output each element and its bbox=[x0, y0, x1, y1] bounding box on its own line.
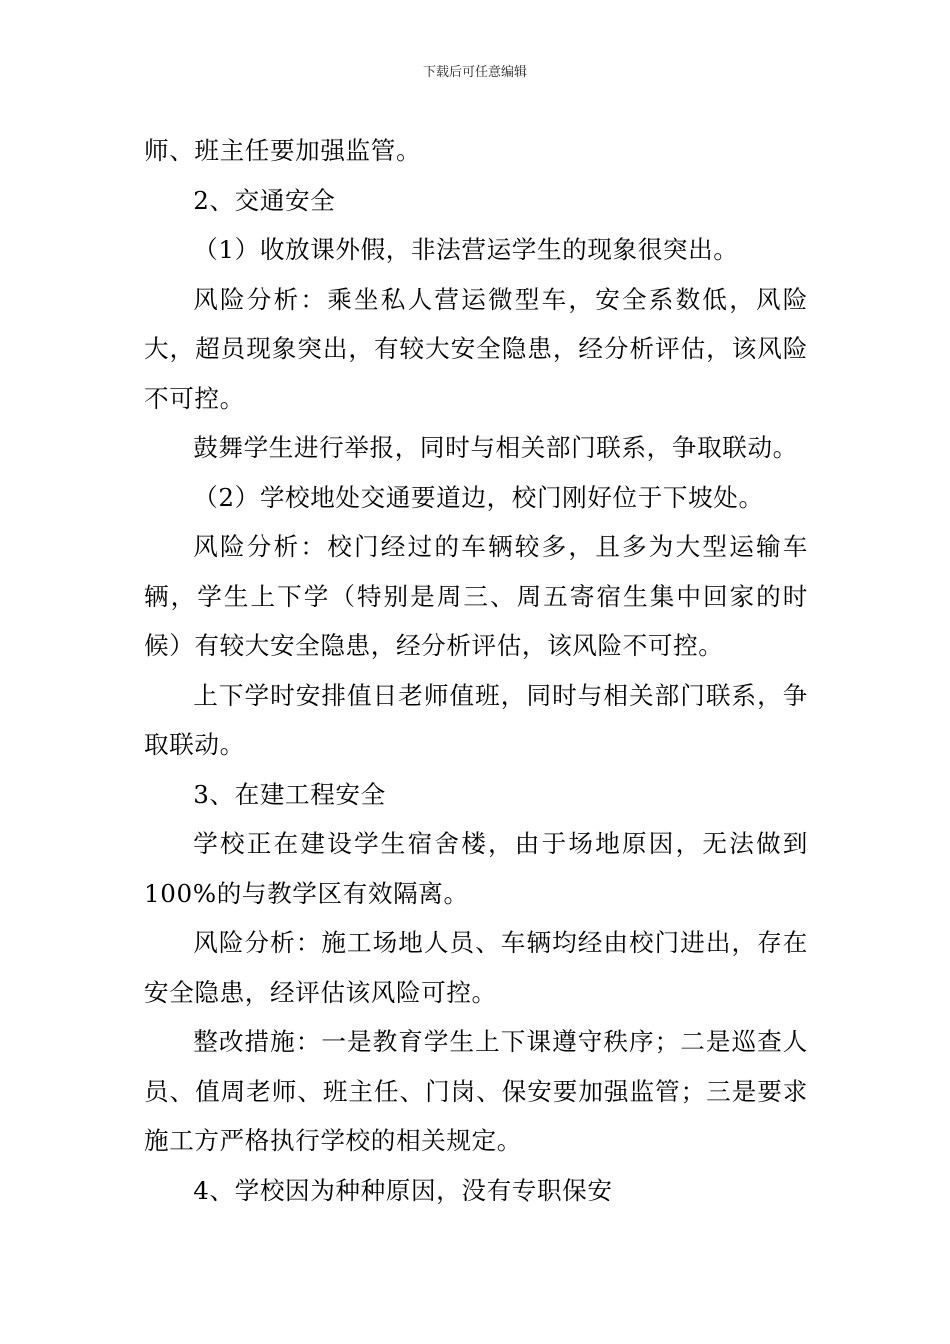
section-heading-security-staff: 4、学校因为种种原因，没有专职保安 bbox=[193, 1175, 613, 1205]
paragraph-construction-status: 学校正在建设学生宿舍楼，由于场地原因，无法做到100%的与教学区有效隔离。 bbox=[144, 829, 808, 908]
paragraph-continuation: 师、班主任要加强监管。 bbox=[144, 136, 422, 165]
page-header: 下载后可任意编辑 bbox=[422, 65, 527, 80]
paragraph-item-2: （2）学校地处交通要道边，校门刚好位于下坡处。 bbox=[193, 482, 764, 512]
paragraph-risk-analysis-3: 风险分析：施工场地人员、车辆均经由校门进出，存在安全隐患，经评估该风险可控。 bbox=[144, 928, 808, 1007]
paragraph-measure-2: 上下学时安排值日老师值班，同时与相关部门联系，争取联动。 bbox=[144, 680, 808, 759]
paragraph-measure-1: 鼓舞学生进行举报，同时与相关部门联系，争取联动。 bbox=[193, 433, 798, 462]
paragraph-risk-analysis-1: 风险分析：乘坐私人营运微型车，安全系数低，风险大，超员现象突出，有较大安全隐患，经分析评估，该风险不可控。 bbox=[144, 284, 808, 413]
document-body bbox=[144, 126, 808, 1215]
section-heading-construction-safety: 3、在建工程安全 bbox=[193, 779, 386, 809]
paragraph-rectification-measures: 整改措施：一是教育学生上下课遵守秩序；二是巡查人员、值周老师、班主任、门岗、保安要加强监管；三是要求施工方严格执行学校的相关规定。 bbox=[144, 1027, 808, 1155]
paragraph-risk-analysis-2: 风险分析：校门经过的车辆较多，且多为大型运输车辆，学生上下学（特别是周三、周五寄宿生集中回家的时候）有较大安全隐患，经分析评估，该风险不可控。 bbox=[144, 532, 808, 660]
section-heading-traffic-safety: 2、交通安全 bbox=[193, 185, 336, 215]
paragraph-item-1: （1）收放课外假，非法营运学生的现象很突出。 bbox=[193, 235, 739, 264]
